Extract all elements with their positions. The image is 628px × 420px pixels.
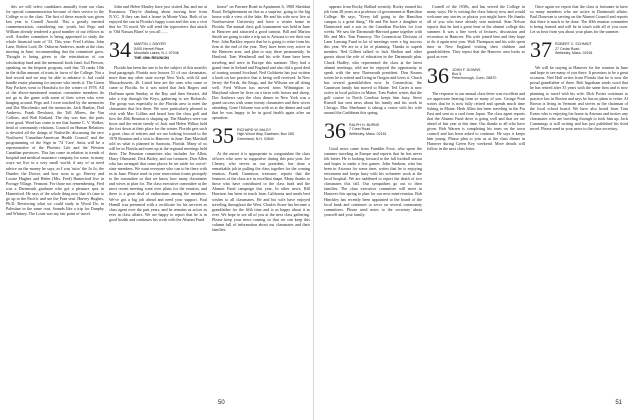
address-line: Greenland, N.H. 03840 <box>237 136 274 141</box>
text-column-3 <box>212 4 310 408</box>
column-text: John and Helen Manley have just visited Jim and me at Rossmoor. They're thinking about moving here from N.Y.C. If they can find a house in Monte Vista. Both of us enjoyed the sun in Florida's happy town and this was a visit that for '33 stood. We will send the typewriters that attach to 'Old Nassau Blues' to you all ...... <box>109 4 207 35</box>
column-text: Cornell of the 1930s, and has served the College in many ways. He is writing the class history now and would welcome any stories or photos you might have. He thanks all of you who have already sent material. Stan Nelson reports that he had a great time at the alumni college this summer. It was a fine week of lectures, discussion and recreation in Hanover. His wife joined him and they hope to do it again next year. Walt Thompson and his wife spent time in New England visiting their children and grandchildren. They report that the Hanover area looks as good as ever. <box>427 4 525 60</box>
address-line: 27 Cedar Road <box>555 46 580 51</box>
section-title: THE 45th REUNION <box>134 55 170 60</box>
column-text: Good news came from Franklin Frost, who spent the summer traveling in Europe and reports that he has never felt better. He is looking forward to the fall football season and hopes to make a few games. John Sanborn, who has been in Arizona for some time, writes that he is enjoying retirement and keeps busy with his volunteer work at the local hospital. We are saddened to report the death of two classmates this fall. Our sympathies go out to their families. The class executive committee will meet in Hanover this spring to plan for our next mini-reunion. Bob Hinckley has recently been appointed to the board of the local bank and continues to serve on several community committees. Please send notes to the secretary about yourself and your family. <box>324 146 422 217</box>
class-year-number: 36 <box>427 62 449 88</box>
secretary-name: RICHARD W. McLEY <box>237 128 272 133</box>
page-number-left: 50 <box>218 399 225 406</box>
text-column-5 <box>427 4 525 408</box>
class-year-number: 34 <box>109 37 131 63</box>
secretary-name: RALPH H. BURNS <box>349 123 380 128</box>
page-gutter <box>313 0 314 420</box>
class-year-number: 36 <box>324 118 346 144</box>
class-secretary-info <box>555 40 593 55</box>
column-text: appears from Rocky Ballard recently. Rocky earned his job from 28 years as a professor of government at Hamilton College. He says, "Every fall going to the Hamilton campus is a great thing." He and Pat have a daughter at Dartmouth and a son in the Canadian Rockies for four weeks. We saw the Dartmouth-Harvard game together with Mr. and Mrs. Tom Pomeroy. The Connecticut Division of Lane Lansing Fund in lot of meetings were a big success this year. We are in a lot of planning. Thanks to superb member. Ned Gilbert talked to Jack Shelton and other guests about the role of education in the Dartmouth plan. Chuck Hadley, who represented the class at the latest alumni meetings, told me he enjoyed the opportunity to speak with the new Dartmouth president. Don Kearns writes he is retired and living in Oregon and loves it. Chuck has several grandchildren now. In Connecticut, the Gunnison family has moved to Maine. Ted Carter is now active in local politics in Maine. Tom Parker writes that the golf course in North Carolina keeps him busy. Steve Russell has sent news about his family and his work in Chicago. Mac Sherburne is taking a cruise with his wife around the Caribbean this spring. <box>324 4 422 115</box>
class-secretary-info <box>134 40 179 60</box>
column-text: The response to our annual class letter was excellent and we appreciate hearing from so many of you. George Pratt writes that he is now fully retired and spends much time fishing in Maine. Herb Allen has been traveling in the Far East and sent us a card from Japan. The class agent reports that the Alumni Fund drive is going well and that we are ahead of last year at this time. Our thanks to all who have given. Bob Warren is completing his term on the town council and has been asked to continue. He says it keeps him young. Please plan to join us at the class dinner in Hanover during Green Key weekend. More details will follow in the next class letter. <box>427 90 525 152</box>
column-text: Once again we report that the class is fortunate to have so many members who are active in Dartmouth affairs. Paul Donovan is serving on the Alumni Council and reports that there is much to be done. The 40th reunion committee is being formed and will be in touch with all of you soon. Let us hear from you about your plans for the summer. <box>530 4 628 35</box>
address-line: 7 Crest Road <box>349 127 371 132</box>
address-line: Mountain Lakes, N.J. 07046 <box>134 51 179 56</box>
address-line: Box 5 <box>452 71 462 76</box>
class-heading-36a <box>324 118 422 144</box>
class-year-number: 35 <box>212 123 234 149</box>
class-year-number: 37 <box>530 37 552 63</box>
address-line: Peterborough, Conn. 06870 <box>452 76 497 81</box>
text-column-4 <box>324 4 422 408</box>
page-number-right: 51 <box>615 399 622 406</box>
address-line: 5400 Hermit Place <box>134 46 164 51</box>
class-secretary-info <box>349 121 387 136</box>
text-column-1 <box>6 4 104 408</box>
column-text: Florida has been the one to be the subject of this month's lead paragraph. Florida now houses 51 of our classmates, more than any other state except New York, with 62 and Massachusetts, 46. Listed here are the ones who came or came to Florida. So it was noted that Jack Rogers and Hoffman spent Sunday at the Bay and then Stewart, did take a trip through the Keys, gathering to see Richard's. The group was especially in the Florida area to meet the classmates that live there. We were particularly pleased to visit with Mac Collins and heard how the class golf and how the 45th Reunion is shaping up. The Manleys were our hosts and the entire family of Jack and Helen Wilkin held the fort down at their place for the winter. Florida gets such a great class of retirees and we are looking forward to the 1978 Reunion and a visit to Hanover in June. Dan Marshall told us what is planned in Sarasota, Florida. Many of us will be in Florida and meet up at the regional meetings held there. The Reunion committee also includes Joe Allen, Harry Olmstead, Dick Bailey, and our treasurer, Don Allen who has arranged that some places be set aside for out-of-state members. We want everyone who can to be there with us in June. Please send in your reservation forms promptly to the committee so that we know how many classmates and wives to plan for. The class executive committee at the most recent meeting went over plans for the reunion, and there is a great deal of enthusiasm among the members. We've got a big job ahead and need your support. Paul Hamill was presented with a certificate for his services as class agent over the past years, and he remains as active as ever in class affairs. We are happy to report that he is in good health and continues his work with the Alumni Fund. <box>109 65 207 222</box>
column-text: At the outset it is appropriate to congratulate the class officers who were so supportive during this past year. Joe Cheney, who serves as our president, has done a remarkable job in pulling the class together for the coming reunion. Frank Gunnison, treasurer, reports that the finances of the class are in excellent shape. Many thanks to those who have contributed to the class fund and the Alumni Fund campaign this year. In other news, Bill Harrison has been in touch from California and sends best wishes to all classmates. He and his wife have enjoyed traveling throughout the West. Charles Stone has become a grandfather for the fifth time and is as happy about it as ever. We hope to see all of you at the next class gathering. Please keep your news coming so that we can keep this column full of information about our classmates and their families. <box>212 151 310 232</box>
secretary-name: ROBERT C. SCHMIDT <box>555 42 592 47</box>
column-text: this we will select candidates annually from our class for special commemoration because of their service to the College or to the class. The first of these awards was given last year to Cornell Arnold. This a greatly merited commemoration, considering our youth, but Pego and William already tendered a good number of our fellows as well. Another committee is being appointed to study the whole financial state of '33. This year: Fred Lehfan, John Lane, Robert Lord, Dr. Osborne Andrews, made at the class meeting in June, recommending that the committee grow. Thought is being given to the reinstitution of our scholarship fund and the memorial book fund. Jud Pierson, speaking on the bequest program, said that '33 ranks 10th in the dollar amount of trusts in favor of the College. Not a bad record and we may be able to enhance it. Jud could handle estate planning for anyone who needs it. The Green Bay Packers went to Honolulu for the winter of 1978. All of the above-mentioned reunion committee members do not go to the game with some of their wives who were hanging around. Pego and I were touched by the memories and Dot Marchenko and the memories. Jack Hanlon, Dud Andrews, Frank Dewharst, the Toll Albees, the Van Collons, and Walt Kinkaid. The day was fine, the parts were good. Word has come to me that Juanne C. V. Walker, head of community relations, Council on Human Relations is devoted all the doings of Nashville, discussing the race Northwest 'Canadian-American Health Council' and the programming of the Sign in '74 'Care' Anita will be a representative of the Phoenix Life and the Western Canadian provinces. This has come in relation to trends of hospital and medical assurance company for some, in many ways we live in a very small world; if any of us need advice on the money he says, as I was 'tutor' the Jo Jo, the Dunder, the Doctor, and how soon to go. Harvey and Louise Hughes and Helen (Mrs. Fred) Hamerford live in Portage Village, Vermont. For those not remembering, Fred was a Dartmouth graduate who got a pleasure spot in Hamerford. He says of the whole thing now that it's time to go up to the Pacific and see the Fran sent. Harvey Hughes, Ph.D. Reviewing what we could study in Wood Do, in Palestine in the same rout, Sounds like a trip for Dunphy and Whitney. The Louis was my fair point of travel. <box>6 4 104 216</box>
secretary-name: JOHN F. DOWNS <box>452 67 481 72</box>
class-heading-34 <box>109 37 207 63</box>
address-line: Wellesley, Mass. 02181 <box>555 51 593 56</box>
address-line: Wellesley, Mass. 02181 <box>349 131 387 136</box>
class-heading-36b <box>427 62 525 88</box>
class-heading-35 <box>212 123 310 149</box>
text-column-6 <box>530 4 628 408</box>
secretary-name: MARTIN J. DWYER <box>134 42 166 47</box>
class-secretary-info <box>237 126 294 141</box>
column-text: We will be staying in Hanover for the reunion in June and hope to see many of you there. It promises to be a great occasion. Ned Hall writes from Florida that he is now the proud grandfather of three. Bob Ingraham sends word that he has retired after 35 years with the same firm and is now planning to travel with his wife. Dick Foster continues to practice law in Boston and says he has no plans to retire. Al Brown is living in Vermont and serves as the chairman of the local school board. We have also heard from Tom Evans who is enjoying his home in Arizona and invites any classmates who are traveling through to look him up. Jack Cummings is still writing and has just published his third novel. Please send in your news to the class secretary. <box>530 65 628 131</box>
class-heading-37 <box>530 37 628 63</box>
column-text: house" on Pawnee Road in Apartment 6, 1900 Sheridan Road. Enlightenment on this as a surprise, going to the big house with a view of the lake. He and his wife now live at Northwestern University and have a winter home in Florida. The annual class golf tournament was held in June in Hanover and attracted a good turnout. Bill and Marion Smith are going to take a trip out to Arizona to see their son Pete. John Barkley reports that he is going to retire from his firm at the end of the year. They have been very active in the Hanover area, and plan to stay there permanently. In Hartford, Tom Weatherall and his wife Anne have been traveling and were in Europe this summer. They had a grand time in Ireland and England and also did a good deal of touring around Scotland. Neil Goldstein has just written a book on law practice that is being well received. In New Jersey the Fords, the Kings, and the Wilsons are all doing well. Fred Wilson has moved from Wilmington to Maryland where he lives on a farm with horses and sheep. Doc Andrews says the class dinner in New York was a grand success with some twenty classmates and their wives attending. Gene Osborne was with us at the dinner and said that he was happy to be in good health again after an operation. <box>212 4 310 121</box>
class-secretary-info <box>452 66 496 81</box>
text-column-2 <box>109 4 207 408</box>
address-line: High Wood Way, Eastham, Box 265 <box>237 132 294 137</box>
